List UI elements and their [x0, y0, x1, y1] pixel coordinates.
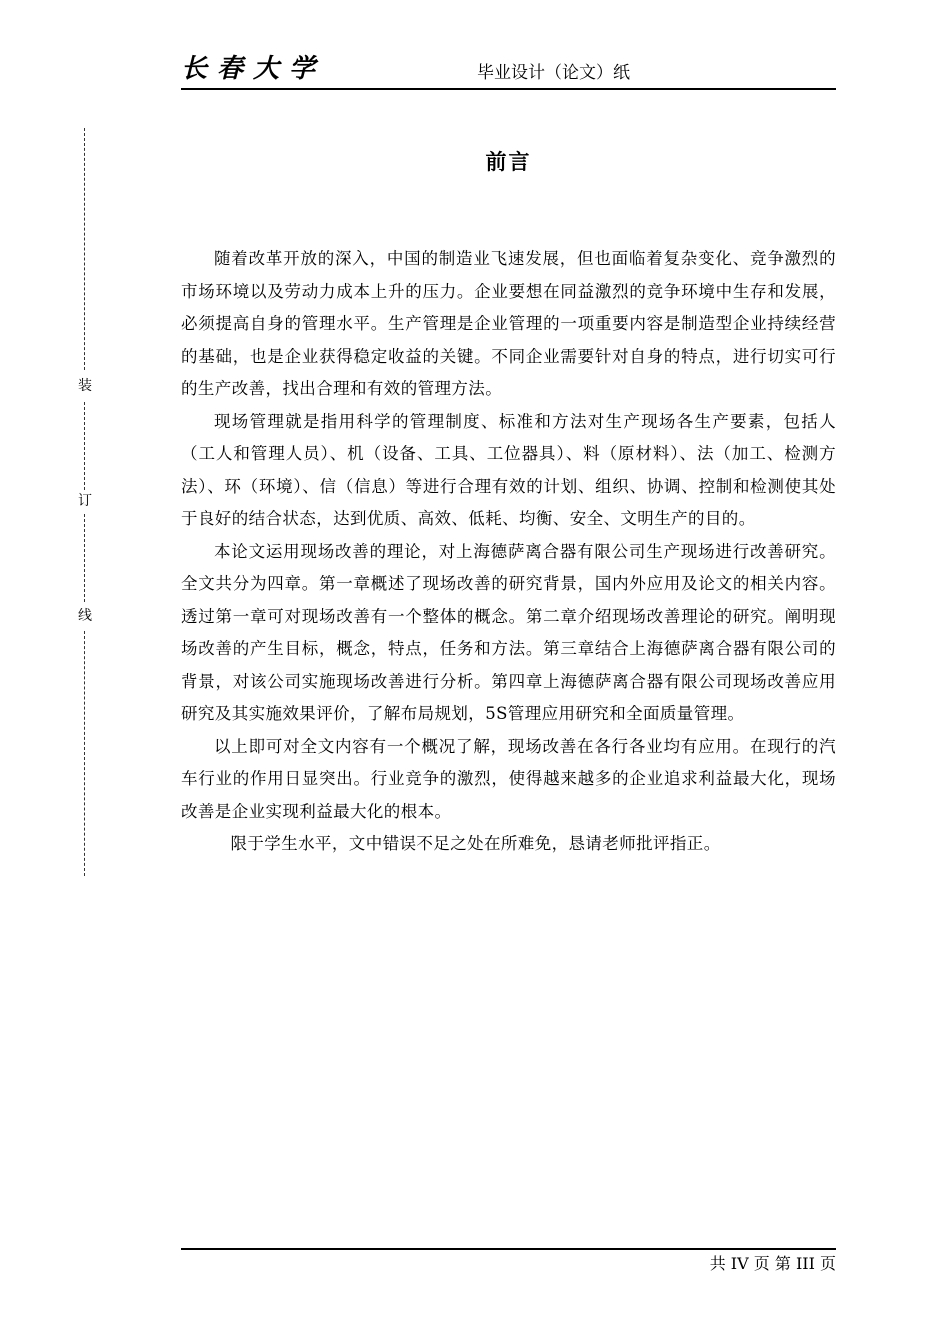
preface-body [181, 243, 836, 861]
page-title: 前言 [485, 150, 532, 174]
paper-type-label: 毕业设计（论文）纸 [477, 63, 630, 83]
page-number: 共 IV 页 第 III 页 [709, 1254, 836, 1273]
binding-dashed-line [84, 402, 85, 490]
paragraph: 本论文运用现场改善的理论，对上海德萨离合器有限公司生产现场进行改善研究。全文共分为四章。第一章概述了现场改善的研究背景，国内外应用及论文的相关内容。透过第一章可对现场改善有一个整体的概念。第二章介绍现场改善理论的研究。阐明现场改善的产生目标，概念，特点，任务和方法。第三章结合上海德萨离合器有限公司的背景，对该公司实施现场改善进行分析。第四章上海德萨离合器有限公司现场改善应用研究及其实施效果评价，了解布局规划，5S管理应用研究和全面质量管理。 [181, 541, 836, 723]
header-divider [181, 88, 836, 90]
binding-char-zhuang: 装 [78, 378, 92, 394]
binding-dashed-line [84, 128, 85, 370]
university-logo-text: 长春大学 [181, 54, 326, 84]
page-header [181, 52, 836, 88]
binding-dashed-line [84, 631, 85, 876]
binding-margin [76, 128, 94, 876]
binding-char-ding: 订 [78, 493, 92, 509]
paragraph: 限于学生水平，文中错误不足之处在所难免，恳请老师批评指正。 [230, 834, 721, 853]
binding-dashed-line [84, 514, 85, 602]
paragraph: 随着改革开放的深入，中国的制造业飞速发展，但也面临着复杂变化、竞争激烈的市场环境以及劳动力成本上升的压力。企业要想在同益激烈的竞争环境中生存和发展，必须提高自身的管理水平。生产管理是企业管理的一项重要内容是制造型企业持续经营的基础，也是企业获得稳定收益的关键。不同企业需要针对自身的特点，进行切实可行的生产改善，找出合理和有效的管理方法。 [181, 249, 836, 398]
paragraph: 以上即可对全文内容有一个概况了解，现场改善在各行各业均有应用。在现行的汽车行业的作用日显突出。行业竞争的激烈，使得越来越多的企业追求利益最大化，现场改善是企业实现利益最大化的根本。 [181, 736, 836, 821]
footer-divider [181, 1248, 836, 1250]
paragraph: 现场管理就是指用科学的管理制度、标准和方法对生产现场各生产要素，包括人（工人和管理人员）、机（设备、工具、工位器具）、料（原材料）、法（加工、检测方法）、环（环境）、信（信息）等进行合理有效的计划、组织、协调、控制和检测使其处于良好的结合状态，达到优质、高效、低耗、均衡、安全、文明生产的目的。 [181, 411, 836, 528]
binding-char-xian: 线 [78, 608, 92, 624]
